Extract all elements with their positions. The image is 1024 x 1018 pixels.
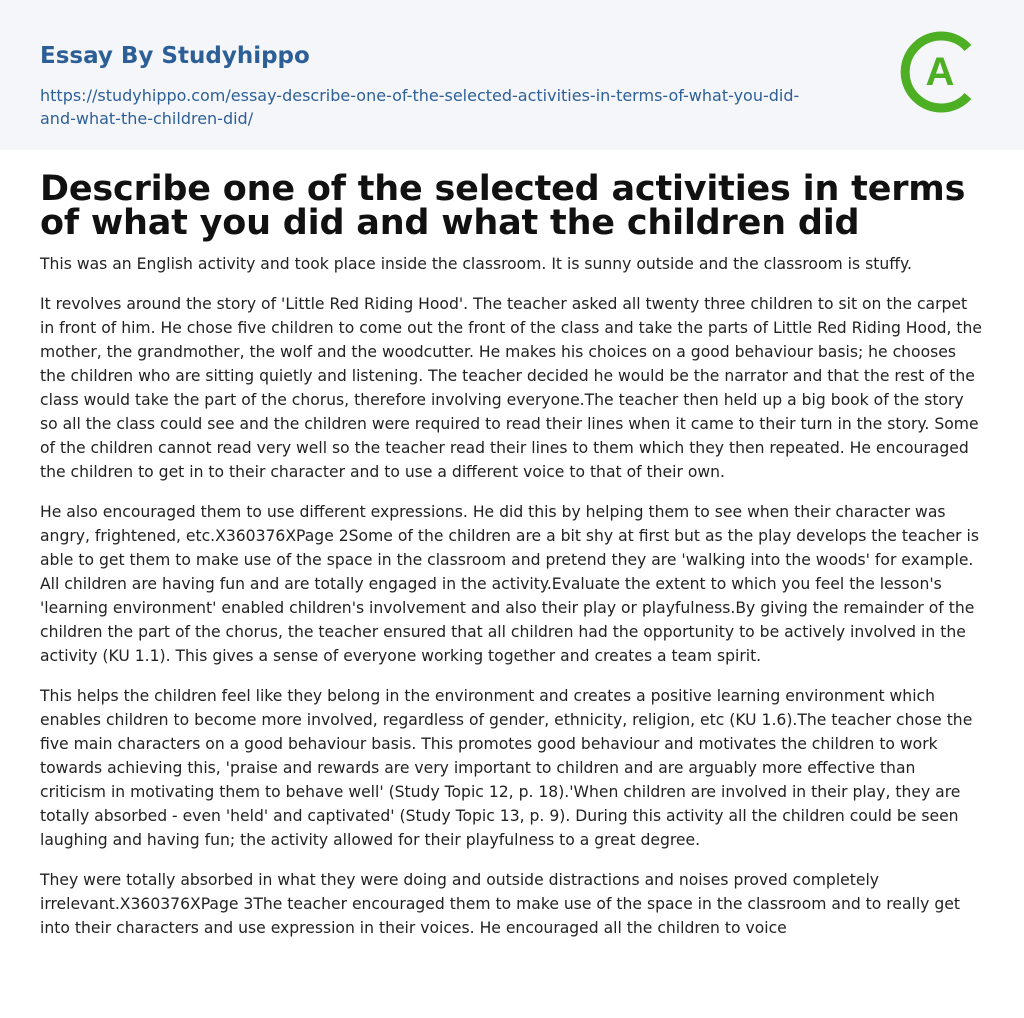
essay-url-link[interactable]: https://studyhippo.com/essay-describe-one-of-the-selected-activities-in-terms-of-what-you-did-and-what-the-children-did/ <box>40 86 800 128</box>
essay-content <box>0 150 1024 940</box>
site-title[interactable]: Essay By Studyhippo <box>40 43 310 69</box>
essay-paragraph: This helps the children feel like they belong in the environment and creates a positive learning environment which enables children to become more involved, regardless of gender, ethnicity, religion, etc (KU 1.6).The teacher chose the five main characters on a good behaviour basis. This promotes good behaviour and motivates the children to work towards achieving this, 'praise and rewards are very important to children and are arguably more effective than criticism in motivating them to behave well' (Study Topic 12, p. 18).'When children are involved in their play, they are totally absorbed - even 'held' and captivated' (Study Topic 13, p. 9). During this activity all the children could be seen laughing and having fun; the activity allowed for their playfulness to a great degree. <box>40 687 973 849</box>
essay-paragraph: He also encouraged them to use different expressions. He did this by helping them to see when their character was angry, frightened, etc.X360376XPage 2Some of the children are a bit shy at first but as the play develops the teacher is able to get them to make use of the space in the classroom and pretend they are 'walking into the woods' for example. All children are having fun and are totally engaged in the activity.Evaluate the extent to which you feel the lesson's 'learning environment' enabled children's involvement and also their play or playfulness.By giving the remainder of the children the part of the chorus, the teacher ensured that all children had the opportunity to be actively involved in the activity (KU 1.1). This gives a sense of everyone working together and creates a team spirit. <box>40 503 979 665</box>
essay-title: Describe one of the selected activities in terms of what you did and what the children did <box>40 169 966 243</box>
essay-paragraph: This was an English activity and took place inside the classroom. It is sunny outside and the classroom is stuffy. <box>40 255 912 273</box>
essay-paragraph: It revolves around the story of 'Little Red Riding Hood'. The teacher asked all twenty three children to sit on the carpet in front of him. He chose five children to come out the front of the class and take the parts of Little Red Riding Hood, the mother, the grandmother, the wolf and the woodcutter. He makes his choices on a good behaviour basis; he chooses the children who are sitting quietly and listening. The teacher decided he would be the narrator and that the rest of the class would take the part of the chorus, therefore involving everyone.The teacher then held up a big book of the story so all the class could see and the children were required to read their lines when it came to their turn in the story. Some of the children cannot read very well so the teacher read their lines to them which they then repeated. He encouraged the children to get in to their character and to use a different voice to that of their own. <box>40 295 983 481</box>
essay-paragraph: They were totally absorbed in what they were doing and outside distractions and noises proved completely irrelevant.X360376XPage 3The teacher encouraged them to make use of the space in the classroom and to really get into their characters and use expression in their voices. He encouraged all the children to voice <box>40 871 960 937</box>
studyhippo-logo-icon[interactable] <box>898 28 986 116</box>
logo-letter: A <box>925 50 955 94</box>
page-header <box>0 0 1024 150</box>
